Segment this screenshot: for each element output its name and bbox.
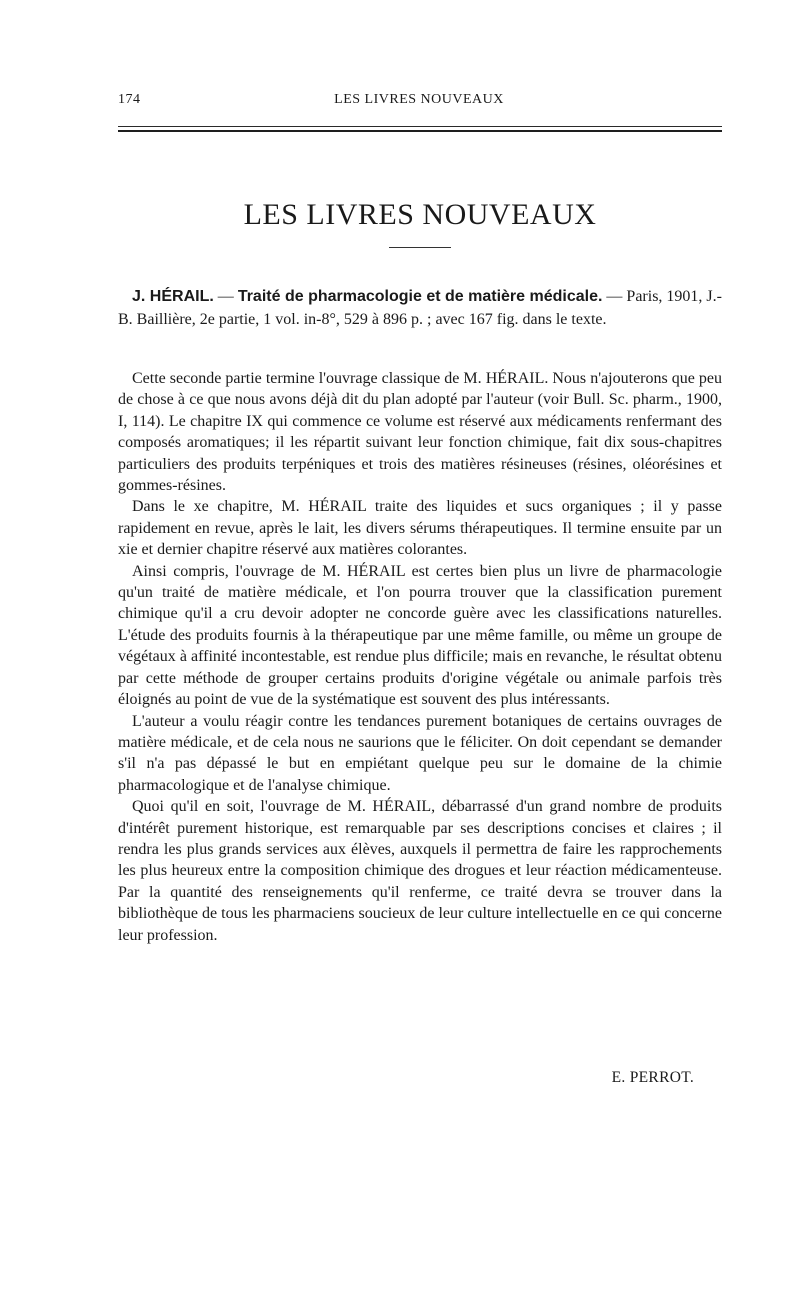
running-title: LES LIVRES NOUVEAUX [334,92,504,107]
review-paragraph-4: L'auteur a voulu réagir contre les tendances purement botaniques de certains ouvrages de matière médicale, et de cela nous ne saurions que le féliciter. On doit cependant se demander s'il n'a pas dépassé le but en empiétant quelque peu sur le domaine de la chimie pharmacologique et de l'analyse chimique. [118,712,722,794]
page-number: 174 [118,92,141,107]
review-paragraph-3: Ainsi compris, l'ouvrage de M. HÉRAIL est certes bien plus un livre de pharmacologie qu'un traité de matière médicale, et l'on pourra trouver que la classification purement chimique qu'il a cru devoir adopter ne concorde guère avec les classifications naturelles. L'étude des produits fournis à la thérapeutique par une même famille, ou même un groupe de végétaux à affinité incontestable, est rendue plus difficile; mais en revanche, le résultat obtenu par cette méthode de grouper certains produits d'origine végétale ou animale parfois très éloignés au point de vue de la systématique est souvent des plus intéressants. [118,562,722,709]
citation-separator: — [213,288,238,305]
review-paragraph-5: Quoi qu'il en soit, l'ouvrage de M. HÉRAIL, débarrassé d'un grand nombre de produits d'intérêt purement historique, est remarquable par ses descriptions concises et claires ; il rendra les plus grands services aux élèves, auxquels il permettra de faire les rapprochements les plus heureux entre la composition chimique des drogues et leur réaction médicamenteuse. Par la quantité des renseignements qu'il renferme, ce traité devra se trouver dans la bibliothèque de tous les pharmaciens soucieux de leur culture intellectuelle en ce qui concerne leur profession. [118,798,722,944]
book-citation [118,285,722,331]
review-paragraph-1: Cette seconde partie termine l'ouvrage classique de M. HÉRAIL. Nous n'ajouterons que peu de chose à ce que nous avons déjà dit du plan adopté par l'auteur (voir Bull. Sc. pharm., 1900, I, 114). Le chapitre IX qui commence ce volume est réservé aux médicaments renfermant des composés aromatiques; il les répartit suivant leur fonction chimique, fait dix sous-chapitres particuliers des produits terpéniques et trois des matières résineuses (résines, oléorésines et gommes-résines. [118,370,722,495]
title-underline-rule [389,247,451,248]
citation-title: Traité de pharmacologie et de matière médicale. [237,288,603,305]
header-rule-thin [118,126,722,127]
running-head [118,92,720,112]
citation-line [118,285,722,331]
review-paragraph-2: Dans le xe chapitre, M. HÉRAIL traite des liquides et sucs organiques ; il y passe rapidement en revue, après le lait, les divers sérums thérapeutiques. Il termine ensuite par un xie et dernier chapitre réservé aux matières colorantes. [118,498,722,559]
section-title: LES LIVRES NOUVEAUX [243,198,597,231]
header-rule-thick [118,130,722,132]
review-signature: E. PERROT. [611,1069,694,1086]
review-body [118,368,722,946]
citation-details: — Paris, 1901, J.-B. Baillière, 2e partie, 1 vol. in-8°, 529 à 896 p. ; avec 167 fig. dans le texte. [118,288,722,328]
citation-author: J. HÉRAIL. [132,288,214,305]
